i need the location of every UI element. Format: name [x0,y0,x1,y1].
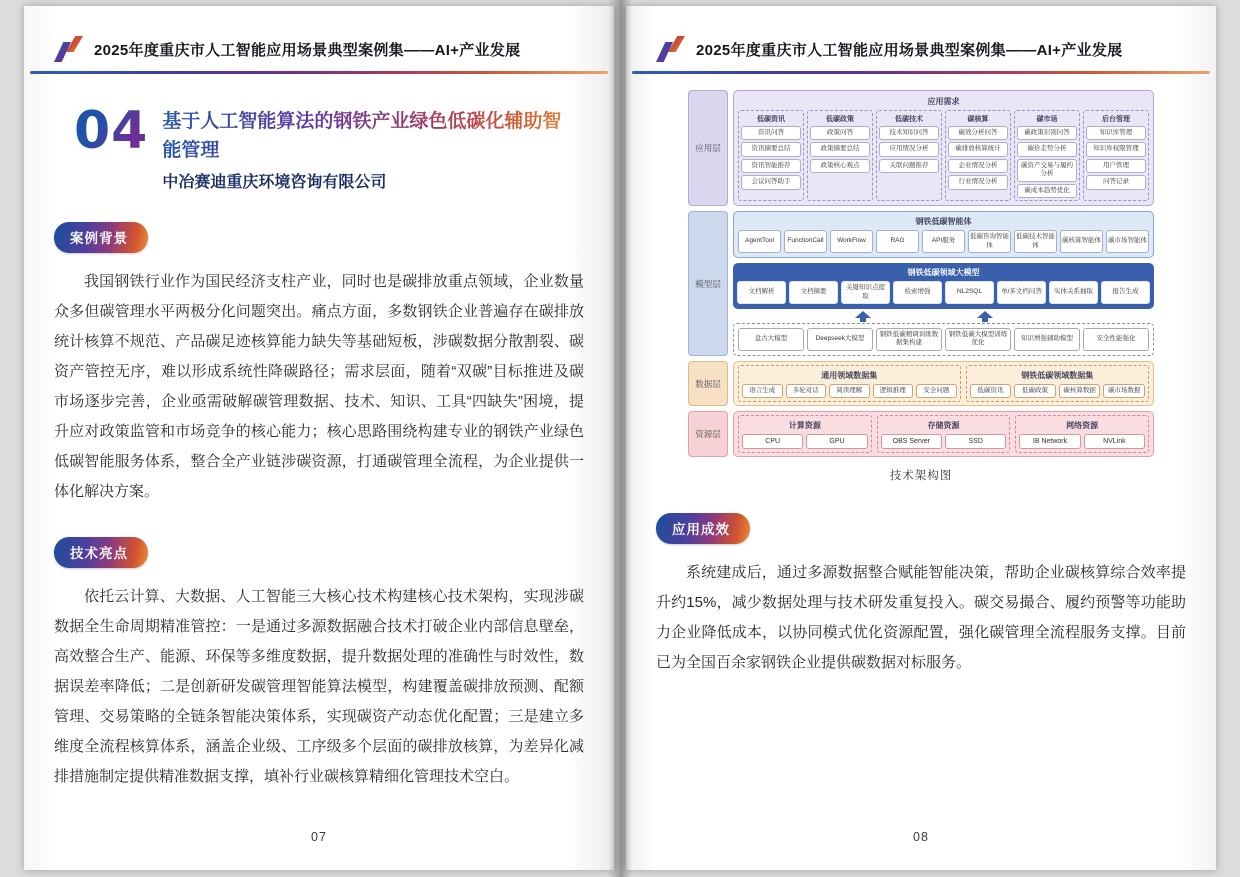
llm-item: 实体关系抽取 [1049,281,1098,304]
resource-item: IB Network [1019,434,1080,449]
app-column-items [1086,126,1146,190]
data-item: 逻辑推理 [873,384,914,398]
case-company: 中冶赛迪重庆环境咨询有限公司 [162,174,387,191]
model-layer-row [688,211,1154,356]
upward-arrows [733,311,1154,322]
resource-group-items [1019,434,1145,449]
data-group-steel [966,365,1150,402]
app-column [1083,110,1149,201]
llm-bar-title: 钢铁低碳领域大模型 [907,268,980,278]
header-title: 2025年度重庆市人工智能应用场景典型案例集——AI+产业发展 [696,41,1123,59]
resource-group-compute [738,415,872,453]
app-item: 企业情况分析 [948,159,1008,173]
up-arrow-icon [977,311,993,322]
app-item: 应用情况分析 [879,142,939,156]
agent-item: 碳核算智能体 [1060,230,1103,253]
architecture-diagram [688,90,1154,483]
data-group-title: 通用领域数据集 [821,370,878,380]
section-background [24,192,614,507]
header-divider [632,71,1210,74]
agent-item: WorkFlow [830,230,873,253]
resource-group-storage [877,415,1011,453]
app-layer-body [733,90,1154,206]
app-item: 资讯智能推荐 [741,159,801,173]
app-column-title: 低碳政策 [826,116,854,123]
training-item: 知识增强辅助模型 [1014,328,1080,351]
app-item: 碳价走势分析 [1017,142,1077,156]
resource-group-title: 计算资源 [788,421,821,431]
training-item: Deepseek大模型 [807,328,873,351]
agent-item: API服务 [922,230,965,253]
resource-group-title: 存储资源 [927,421,960,431]
app-item: 会议问答助手 [741,175,801,189]
data-item: 低碳资讯 [970,384,1012,398]
data-item: 语言生成 [742,384,783,398]
background-paragraph: 我国钢铁行业作为国民经济支柱产业，同时也是碳排放重点领域，企业数量众多但碳管理水平两极分化问题突出。痛点方面，多数钢铁企业普遍存在碳排放统计核算不规范、产品碳足迹核算能力缺失等基础短板，涉碳数据分散割裂、碳资产管控无序，难以形成系统性降碳路径；需求层面，随着“双碳”目标推进及碳市场逐步完善，企业亟需破解碳管理数据、技术、知识、工具“四缺失”困境，提升应对政策监管和市场竞争的核心能力；核心思路围绕构建专业的钢铁产业绿色低碳智能服务体系，整合全产业链涉碳资源，打通碳管理全流程，为企业提供一体化解决方案。 [54,273,584,500]
model-layer-body [733,211,1154,356]
case-title: 基于人工智能算法的钢铁产业绿色低碳化辅助智能管理 [162,108,580,165]
app-column-title: 碳市场 [1036,116,1058,123]
data-layer-row [688,361,1154,406]
book-spine-shadow [608,0,632,877]
section-application-results [626,483,1216,678]
data-layer-body [733,361,1154,406]
agent-items [738,230,1149,253]
tech-highlights-badge: 技术亮点 [54,537,148,568]
case-number: 04 [74,101,149,161]
llm-bar [733,263,1154,309]
data-group-title: 钢铁低碳领域数据集 [1021,370,1094,380]
resource-group-title: 网络资源 [1066,421,1099,431]
app-item: 政策问答 [810,126,870,140]
training-item: 钢铁低碳大模型训练优化 [945,328,1011,351]
data-layer-label: 数据层 [688,361,728,406]
application-results-badge: 应用成效 [656,513,750,544]
resource-item: SSD [945,434,1006,449]
resource-group-items [742,434,868,449]
resource-item: OBS Server [881,434,942,449]
llm-item: 单/多文档问答 [997,281,1046,304]
app-item: 知识库管理 [1086,126,1146,140]
app-item: 技术知识问答 [879,126,939,140]
agent-item: RAG [876,230,919,253]
app-item: 碳资产交易与履约分析 [1017,159,1077,182]
app-column-items [879,126,939,173]
header-title: 2025年度重庆市人工智能应用场景典型案例集——AI+产业发展 [94,41,521,59]
app-layer-row [688,90,1154,206]
resource-item: NVLink [1084,434,1145,449]
book-logo-icon [656,36,686,62]
app-column [807,110,873,201]
app-item: 知识库权限管理 [1086,142,1146,156]
training-box [733,323,1154,356]
agent-box-title: 钢铁低碳智能体 [915,217,972,227]
resource-item: CPU [742,434,803,449]
app-column-title: 后台管理 [1102,116,1130,123]
llm-items [737,281,1150,304]
case-title-block [24,74,614,192]
app-columns [738,110,1149,201]
section-tech-highlights [24,507,614,792]
resource-group-network [1015,415,1149,453]
agent-item: 低碳咨询智能体 [968,230,1011,253]
app-column-items [741,126,801,190]
resource-layer-label: 资源层 [688,411,728,457]
app-column [1014,110,1080,201]
app-item: 关联问题推荐 [879,159,939,173]
page-header-right [626,6,1216,62]
data-item: 多轮对话 [786,384,827,398]
resource-group-items [881,434,1007,449]
book-logo-icon [54,36,84,62]
app-column [876,110,942,201]
background-badge: 案例背景 [54,222,148,253]
app-column-title: 低碳技术 [895,116,923,123]
agent-box [733,211,1154,258]
app-column [738,110,804,201]
training-item: 盘古大模型 [738,328,804,351]
llm-item: 报告生成 [1101,281,1150,304]
app-column-items [810,126,870,173]
page-number-left: 07 [311,830,327,844]
agent-item: 低碳技术智能体 [1014,230,1057,253]
right-page [626,6,1216,870]
app-item: 碳成本趋势优化 [1017,184,1077,198]
data-group-items [742,384,957,398]
page-header-left [24,6,614,62]
app-item: 碳排放核算统计 [948,142,1008,156]
app-item: 政策摘要总结 [810,142,870,156]
llm-item: 文档解析 [737,281,786,304]
data-item: 碳市场数据 [1103,384,1145,398]
data-item: 安全问题 [916,384,957,398]
app-item: 碳政策识别问答 [1017,126,1077,140]
page-number-right: 08 [913,830,929,844]
data-item: 碳核算数据 [1059,384,1101,398]
app-column-items [948,126,1008,190]
training-item: 安全性能强化 [1083,328,1149,351]
agent-item: FunctionCall [784,230,827,253]
resource-layer-row [688,411,1154,457]
llm-item: 文档摘要 [789,281,838,304]
model-layer-label: 模型层 [688,211,728,356]
resource-layer-body [733,411,1154,457]
left-page [24,6,614,870]
agent-item: 碳市场智能体 [1106,230,1149,253]
app-layer-title: 应用需求 [927,97,960,106]
app-column-title: 低碳资讯 [757,116,785,123]
resource-item: GPU [806,434,867,449]
app-column [945,110,1011,201]
app-item: 问答记录 [1086,175,1146,189]
app-column-items [1017,126,1077,198]
app-layer-label: 应用层 [688,90,728,206]
tech-highlights-paragraph: 依托云计算、大数据、人工智能三大核心技术构建核心技术架构，实现涉碳数据全生命周期精准管控：一是通过多源数据融合技术打破企业内部信息壁垒，高效整合生产、能源、环保等多维度数据，提升数据处理的准确性与时效性，数据误差率降低；二是创新研发碳管理智能算法模型，构建覆盖碳排放预测、配额管理、交易策略的全链条智能决策体系，实现碳资产动态优化配置；三是建立多维度全流程核算体系，涵盖企业级、工序级多个层面的碳排放核算，为差异化减排措施制定提供精准数据支撑，填补行业碳核算精细化管理技术空白。 [54,588,584,785]
agent-item: AgentTool [738,230,781,253]
diagram-caption: 技术架构图 [889,470,953,483]
data-group-items [970,384,1146,398]
app-item: 资讯问答 [741,126,801,140]
app-item: 行业情况分析 [948,175,1008,189]
data-item: 低碳政策 [1014,384,1056,398]
app-item: 用户管理 [1086,159,1146,173]
llm-item: 关键知识点提取 [841,281,890,304]
application-results-paragraph: 系统建成后，通过多源数据整合赋能智能决策，帮助企业碳核算综合效率提升约15%，减少数据处理与技术研发重复投入。碳交易撮合、履约预警等功能助力企业降低成本，以协同模式优化资源配置，强化碳管理全流程服务支撑。目前已为全国百余家钢铁企业提供碳数据对标服务。 [656,564,1186,672]
app-item: 政策核心观点 [810,159,870,173]
app-column-title: 碳核算 [967,116,989,123]
training-item: 钢铁低碳精调训练数据集构建 [876,328,942,351]
data-item: 阅读理解 [829,384,870,398]
up-arrow-icon [855,311,871,322]
data-group-general [738,365,961,402]
app-item: 资讯摘要总结 [741,142,801,156]
app-item: 碳效分析问答 [948,126,1008,140]
training-items [738,328,1149,351]
case-title-group [162,108,580,192]
llm-item: NL2SQL [945,281,994,304]
llm-item: 检索增强 [893,281,942,304]
